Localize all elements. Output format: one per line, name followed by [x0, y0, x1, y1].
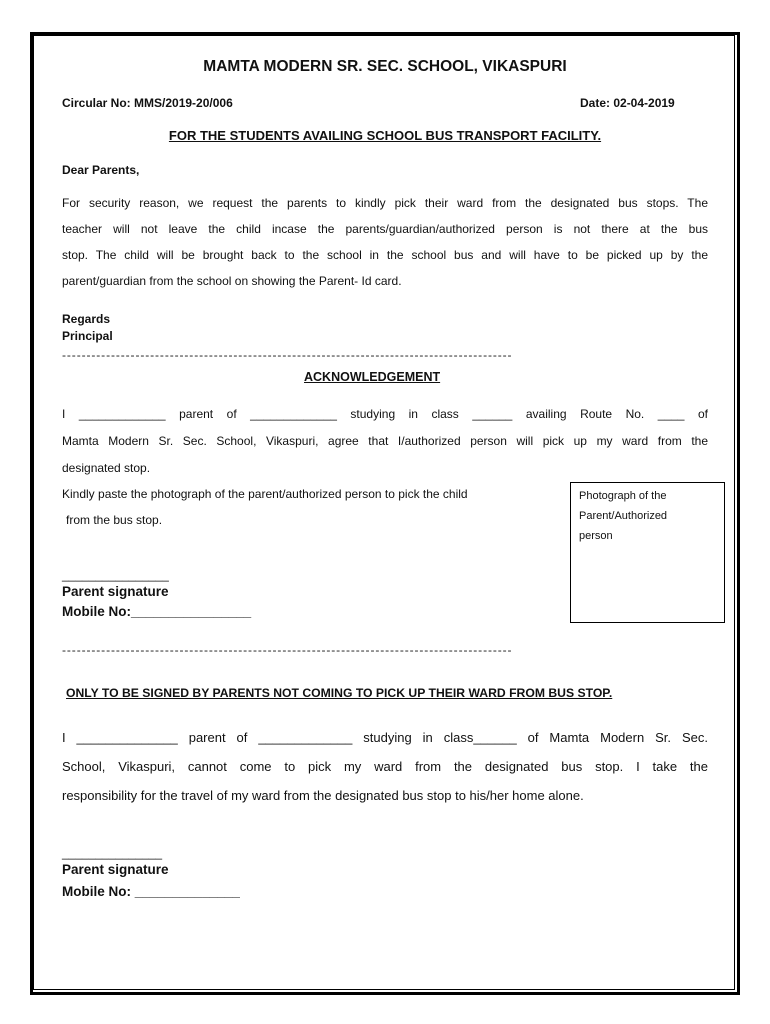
photo-box-line-2: Parent/Authorized — [579, 510, 668, 522]
circular-number: Circular No: MMS/2019-20/006 — [62, 96, 233, 110]
separator-2: -------------------------------------------------------------------------------------------- — [62, 643, 513, 657]
ack-line-1: I _____________ parent of _____________ studying in class ______ availing Route No. ____ of — [62, 407, 708, 421]
non-pickup-heading: ONLY TO BE SIGNED BY PARENTS NOT COMING TO PICK UP THEIR WARD FROM BUS STOP. — [66, 686, 613, 700]
non-pickup-line-1: I ______________ parent of _____________ studying in class______ of Mamta Modern Sr. Sec. — [62, 730, 708, 745]
regards: Regards — [62, 312, 111, 326]
non-pickup-line-3: responsibility for the travel of my ward from the designated bus stop to his/her home alone. — [62, 788, 584, 803]
separator-1: -------------------------------------------------------------------------------------------- — [62, 348, 513, 362]
paste-instruction-line-1: Kindly paste the photograph of the parent/authorized person to pick the child — [62, 487, 468, 501]
paste-instruction-line-2: from the bus stop. — [66, 513, 163, 527]
salutation: Dear Parents, — [62, 163, 140, 177]
letter-line-4: parent/guardian from the school on showing the Parent- Id card. — [62, 274, 402, 288]
school-name: MAMTA MODERN SR. SEC. SCHOOL, VIKASPURI — [203, 58, 567, 75]
signatory: Principal — [62, 329, 113, 343]
non-pickup-signature-label: Parent signature — [62, 862, 169, 877]
circular-date: Date: 02-04-2019 — [580, 96, 675, 110]
ack-signature-blank: ________________ — [62, 568, 169, 582]
letter-line-2: teacher will not leave the child incase the parents/guardian/authorized person is not there at the bus — [62, 222, 708, 236]
non-pickup-line-2: School, Vikaspuri, cannot come to pick my ward from the designated bus stop. I take the — [62, 759, 708, 774]
ack-line-3: designated stop. — [62, 461, 151, 475]
non-pickup-signature-blank: _______________ — [62, 846, 163, 860]
photo-box-line-1: Photograph of the — [579, 490, 667, 502]
photo-box-line-3: person — [579, 530, 613, 542]
photo-box[interactable] — [570, 482, 725, 623]
letter-line-1: For security reason, we request the parents to kindly pick their ward from the designated bus stops. The — [62, 196, 708, 210]
non-pickup-mobile-label: Mobile No: ______________ — [62, 884, 240, 899]
ack-line-2: Mamta Modern Sr. Sec. School, Vikaspuri, agree that I/authorized person will pick up my ward from the — [62, 434, 708, 448]
acknowledgement-heading: ACKNOWLEDGEMENT — [304, 370, 441, 384]
ack-signature-label: Parent signature — [62, 584, 169, 599]
circular-subject: FOR THE STUDENTS AVAILING SCHOOL BUS TRANSPORT FACILITY. — [168, 128, 602, 143]
letter-line-3: stop. The child will be brought back to the school in the school bus and will have to be picked up by the — [62, 248, 708, 262]
ack-mobile-label: Mobile No:________________ — [62, 604, 252, 619]
